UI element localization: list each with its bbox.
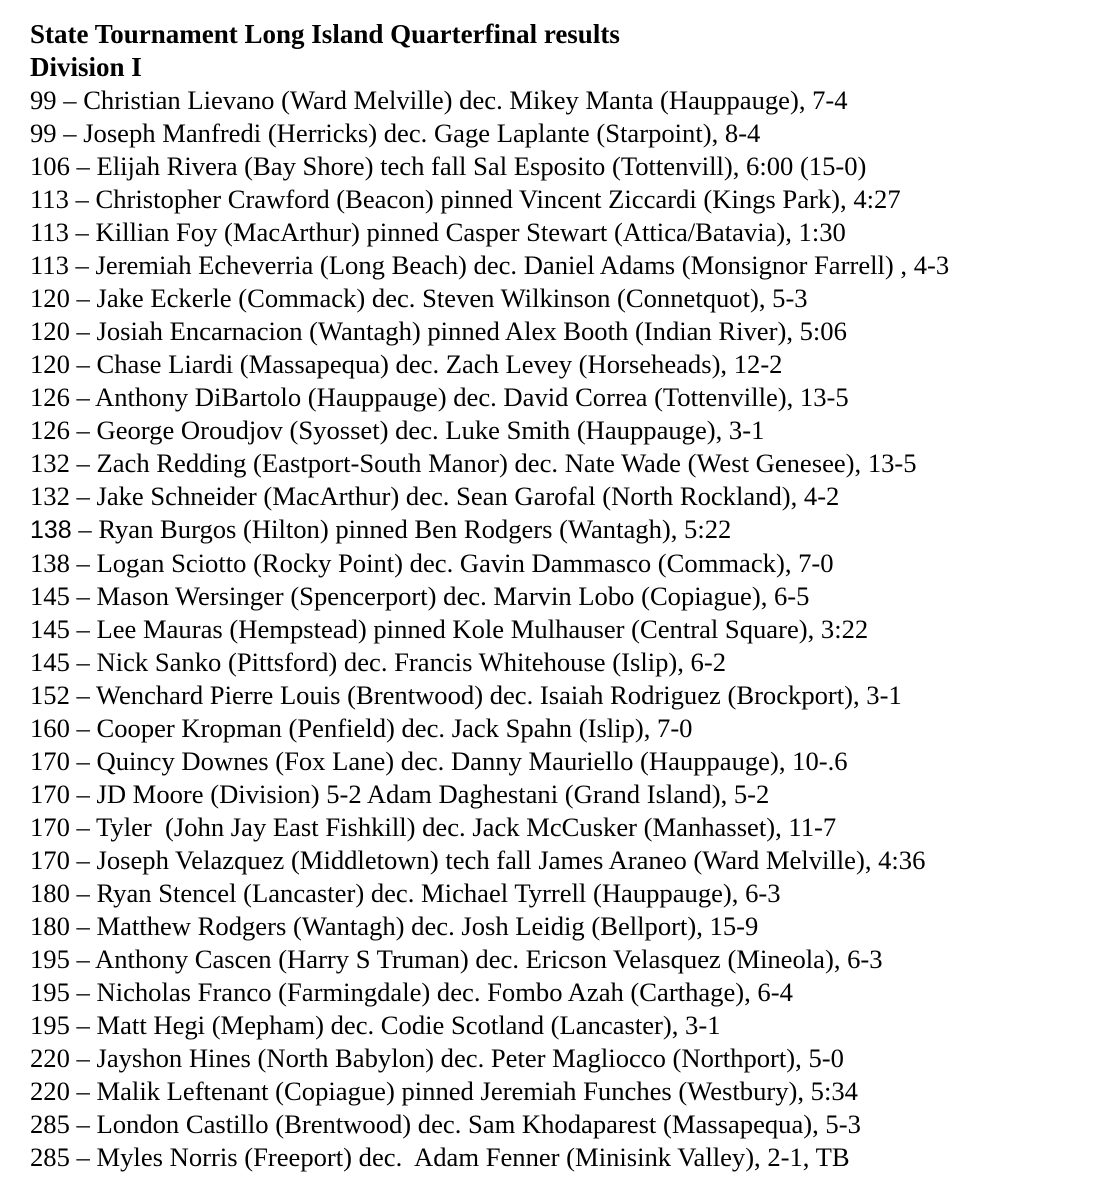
match-result: Malik Leftenant (Copiague) pinned Jeremiah Funches (Westbury), 5:34: [96, 1076, 858, 1106]
match-result: George Oroudjov (Syosset) dec. Luke Smith (Hauppauge), 3-1: [96, 415, 765, 445]
dash-separator: –: [69, 614, 97, 644]
dash-separator: –: [69, 977, 97, 1007]
match-result: Logan Sciotto (Rocky Point) dec. Gavin Dammasco (Commack), 7-0: [96, 548, 834, 578]
result-row: [30, 745, 1110, 778]
result-row: [30, 1042, 1110, 1075]
weight-class: 113: [30, 250, 69, 280]
dash-separator: –: [69, 779, 97, 809]
result-row: [30, 117, 1110, 150]
weight-class: 180: [30, 911, 70, 941]
result-row: [30, 150, 1110, 183]
dash-separator: –: [69, 944, 96, 974]
division-heading: Division I: [30, 52, 142, 82]
match-result: Zach Redding (Eastport-South Manor) dec. Nate Wade (West Genesee), 13-5: [96, 448, 917, 478]
weight-class: 99: [30, 85, 57, 115]
weight-class: 132: [30, 481, 70, 511]
result-row: [30, 811, 1110, 844]
dash-separator: –: [69, 349, 97, 379]
result-row: [30, 910, 1110, 943]
dash-separator: –: [69, 382, 96, 412]
result-row: [30, 447, 1110, 480]
match-result: Quincy Downes (Fox Lane) dec. Danny Mauriello (Hauppauge), 10-.6: [96, 746, 848, 776]
weight-class: 126: [30, 415, 70, 445]
dash-separator: –: [68, 217, 96, 247]
weight-class: 170: [30, 812, 70, 842]
match-result: Cooper Kropman (Penfield) dec. Jack Spahn (Islip), 7-0: [96, 713, 693, 743]
match-result: Matthew Rodgers (Wantagh) dec. Josh Leidig (Bellport), 15-9: [96, 911, 759, 941]
match-result: Joseph Velazquez (Middletown) tech fall James Araneo (Ward Melville), 4:36: [96, 845, 926, 875]
weight-class: 152: [30, 680, 70, 710]
match-result: Chase Liardi (Massapequa) dec. Zach Levey (Horseheads), 12-2: [96, 349, 783, 379]
result-row: [30, 547, 1110, 580]
result-row: [30, 1075, 1110, 1108]
match-result: Jayshon Hines (North Babylon) dec. Peter Magliocco (Northport), 5-0: [96, 1043, 844, 1073]
weight-class: 220: [30, 1076, 70, 1106]
result-row: [30, 1141, 1110, 1174]
document-title: State Tournament Long Island Quarterfinal results: [30, 19, 620, 49]
results-document: [30, 18, 1110, 1174]
weight-class: 113: [30, 217, 69, 247]
weight-class: 285: [30, 1109, 70, 1139]
result-row: [30, 844, 1110, 877]
dash-separator: –: [69, 1109, 97, 1139]
weight-class: 160: [30, 713, 70, 743]
result-row: [30, 381, 1110, 414]
result-row: [30, 976, 1110, 1009]
dash-separator: –: [69, 911, 97, 941]
dash-separator: –: [69, 1142, 97, 1172]
weight-class: 180: [30, 878, 70, 908]
match-result: Elijah Rivera (Bay Shore) tech fall Sal Esposito (Tottenvill), 6:00 (15-0): [96, 151, 867, 181]
weight-class: 120: [30, 283, 70, 313]
match-result: Killian Foy (MacArthur) pinned Casper Stewart (Attica/Batavia), 1:30: [95, 217, 846, 247]
match-result: Ryan Stencel (Lancaster) dec. Michael Tyrrell (Hauppauge), 6-3: [96, 878, 781, 908]
match-result: Mason Wersinger (Spencerport) dec. Marvin Lobo (Copiague), 6-5: [96, 581, 810, 611]
match-result: Christopher Crawford (Beacon) pinned Vincent Ziccardi (Kings Park), 4:27: [95, 184, 901, 214]
result-row: [30, 679, 1110, 712]
match-result: Jeremiah Echeverria (Long Beach) dec. Daniel Adams (Monsignor Farrell) , 4-3: [95, 250, 950, 280]
weight-class: 99: [30, 118, 57, 148]
result-row: [30, 216, 1110, 249]
weight-class: 120: [30, 349, 70, 379]
result-row: [30, 613, 1110, 646]
dash-separator: –: [69, 448, 97, 478]
match-result: Myles Norris (Freeport) dec. Adam Fenner (Minisink Valley), 2-1, TB: [96, 1142, 850, 1172]
dash-separator: –: [69, 316, 97, 346]
dash-separator: –: [69, 812, 97, 842]
result-row: [30, 1009, 1110, 1042]
result-row: [30, 1108, 1110, 1141]
match-result: Nick Sanko (Pittsford) dec. Francis Whitehouse (Islip), 6-2: [96, 647, 726, 677]
dash-separator: –: [56, 85, 84, 115]
weight-class: 138: [30, 548, 70, 578]
dash-separator: –: [69, 680, 97, 710]
dash-separator: –: [68, 250, 96, 280]
weight-class: 138: [30, 516, 72, 544]
match-result: JD Moore (Division) 5-2 Adam Daghestani (Grand Island), 5-2: [96, 779, 770, 809]
match-result: Jake Eckerle (Commack) dec. Steven Wilkinson (Connetquot), 5-3: [96, 283, 808, 313]
dash-separator: –: [69, 1076, 97, 1106]
dash-separator: –: [69, 283, 97, 313]
weight-class: 285: [30, 1142, 70, 1172]
result-row: [30, 282, 1110, 315]
dash-separator: –: [69, 845, 97, 875]
result-row: [30, 943, 1110, 976]
dash-separator: –: [69, 581, 97, 611]
dash-separator: –: [69, 481, 97, 511]
result-row: [30, 646, 1110, 679]
match-result: Josiah Encarnacion (Wantagh) pinned Alex Booth (Indian River), 5:06: [96, 316, 847, 346]
weight-class: 106: [30, 151, 70, 181]
result-row: [30, 580, 1110, 613]
result-row: [30, 84, 1110, 117]
match-result: Wenchard Pierre Louis (Brentwood) dec. Isaiah Rodriguez (Brockport), 3-1: [96, 680, 902, 710]
match-result: Tyler (John Jay East Fishkill) dec. Jack McCusker (Manhasset), 11-7: [96, 812, 837, 842]
result-row: [30, 249, 1110, 282]
match-result: London Castillo (Brentwood) dec. Sam Khodaparest (Massapequa), 5-3: [96, 1109, 861, 1139]
match-result: Jake Schneider (MacArthur) dec. Sean Garofal (North Rockland), 4-2: [96, 481, 840, 511]
match-result: Anthony DiBartolo (Hauppauge) dec. David Correa (Tottenville), 13-5: [95, 382, 849, 412]
dash-separator: –: [71, 514, 99, 544]
result-row: [30, 348, 1110, 381]
match-result: Joseph Manfredi (Herricks) dec. Gage Laplante (Starpoint), 8-4: [83, 118, 761, 148]
dash-separator: –: [69, 746, 97, 776]
weight-class: 220: [30, 1043, 70, 1073]
dash-separator: –: [56, 118, 84, 148]
weight-class: 195: [30, 1010, 70, 1040]
weight-class: 132: [30, 448, 70, 478]
match-result: Nicholas Franco (Farmingdale) dec. Fombo Azah (Carthage), 6-4: [96, 977, 793, 1007]
match-result: Lee Mauras (Hempstead) pinned Kole Mulhauser (Central Square), 3:22: [96, 614, 869, 644]
match-result: Christian Lievano (Ward Melville) dec. Mikey Manta (Hauppauge), 7-4: [83, 85, 848, 115]
match-result: Matt Hegi (Mepham) dec. Codie Scotland (Lancaster), 3-1: [96, 1010, 721, 1040]
weight-class: 126: [30, 382, 70, 412]
results-list: [30, 84, 1110, 1174]
weight-class: 145: [30, 614, 70, 644]
dash-separator: –: [69, 548, 97, 578]
dash-separator: –: [69, 878, 97, 908]
weight-class: 170: [30, 746, 70, 776]
result-row: [30, 712, 1110, 745]
weight-class: 170: [30, 845, 70, 875]
weight-class: 145: [30, 647, 70, 677]
match-result: Ryan Burgos (Hilton) pinned Ben Rodgers (Wantagh), 5:22: [98, 514, 732, 544]
dash-separator: –: [69, 415, 97, 445]
result-row: [30, 480, 1110, 513]
match-result: Anthony Cascen (Harry S Truman) dec. Ericson Velasquez (Mineola), 6-3: [95, 944, 883, 974]
result-row: [30, 183, 1110, 216]
result-row: [30, 513, 1110, 547]
dash-separator: –: [69, 151, 97, 181]
weight-class: 195: [30, 977, 70, 1007]
result-row: [30, 778, 1110, 811]
weight-class: 145: [30, 581, 70, 611]
result-row: [30, 315, 1110, 348]
dash-separator: –: [69, 1010, 97, 1040]
weight-class: 195: [30, 944, 70, 974]
weight-class: 170: [30, 779, 70, 809]
dash-separator: –: [68, 184, 96, 214]
dash-separator: –: [69, 713, 97, 743]
dash-separator: –: [69, 647, 97, 677]
result-row: [30, 414, 1110, 447]
result-row: [30, 877, 1110, 910]
weight-class: 120: [30, 316, 70, 346]
weight-class: 113: [30, 184, 69, 214]
dash-separator: –: [69, 1043, 97, 1073]
